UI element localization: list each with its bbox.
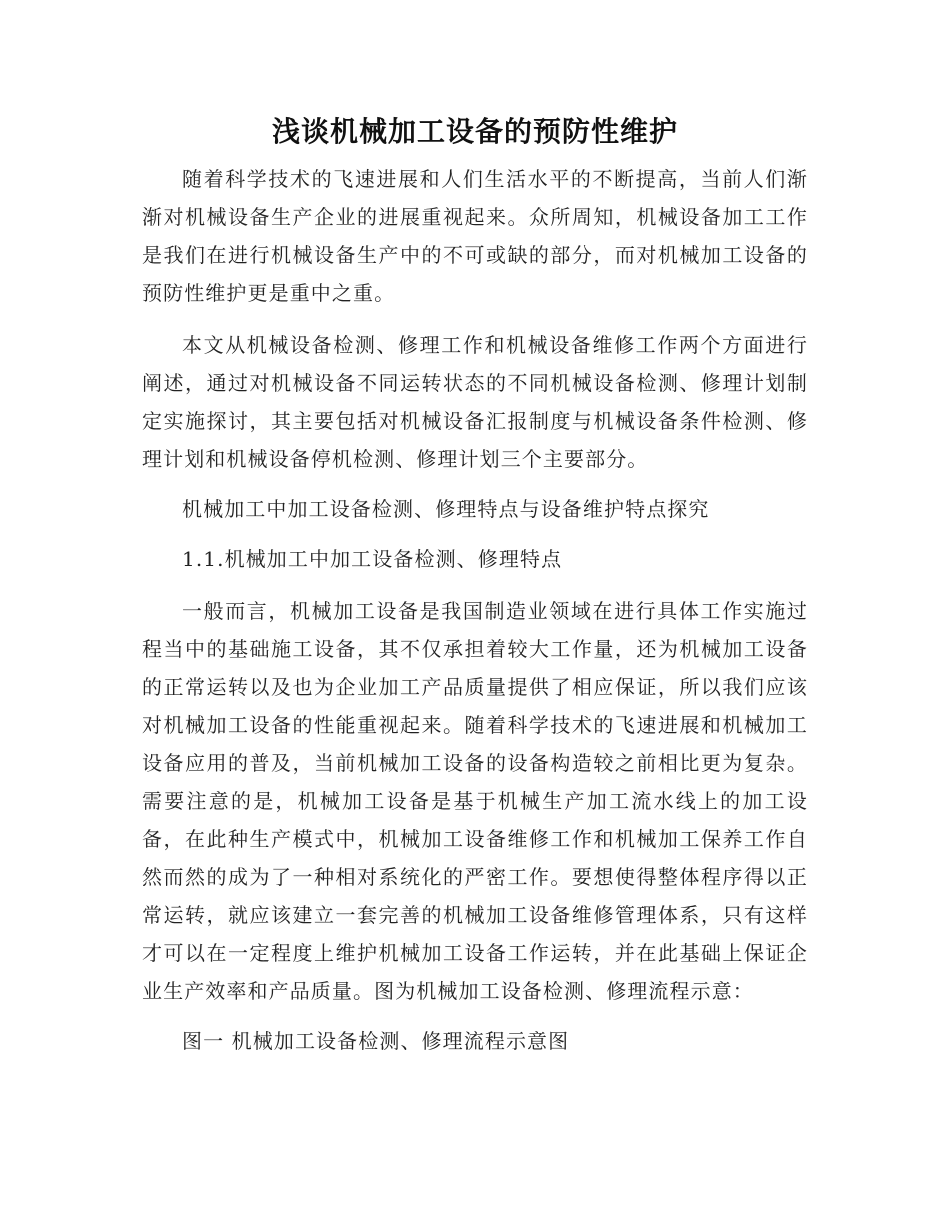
subsection-heading: 1.1.机械加工中加工设备检测、修理特点 [182,547,563,571]
document-title: 浅谈机械加工设备的预防性维护 [271,115,678,148]
paragraph-overview: 本文从机械设备检测、修理工作和机械设备维修工作两个方面进行阐述，通过对机械设备不同运转状态的不同机械设备检测、修理计划制定实施探讨，其主要包括对机械设备汇报制度与机械设备条件检测、修理计划和机械设备停机检测、修理计划三个主要部分。 [142,333,808,471]
section-heading: 机械加工中加工设备检测、修理特点与设备维护特点探究 [182,497,710,521]
paragraph-intro: 随着科学技术的飞速进展和人们生活水平的不断提高，当前人们渐渐对机械设备生产企业的进展重视起来。众所周知，机械设备加工工作是我们在进行机械设备生产中的不可或缺的部分，而对机械加工设备的预防性维护更是重中之重。 [142,167,808,305]
figure-caption: 图一 机械加工设备检测、修理流程示意图 [182,1029,570,1053]
document-page [142,112,808,1060]
paragraph-body: 一般而言，机械加工设备是我国制造业领域在进行具体工作实施过程当中的基础施工设备，其不仅承担着较大工作量，还为机械加工设备的正常运转以及也为企业加工产品质量提供了相应保证，所以我们应该对机械加工设备的性能重视起来。随着科学技术的飞速进展和机械加工设备应用的普及，当前机械加工设备的设备构造较之前相比更为复杂。需要注意的是，机械加工设备是基于机械生产加工流水线上的加工设备，在此种生产模式中，机械加工设备维修工作和机械加工保养工作自然而然的成为了一种相对系统化的严密工作。要想使得整体程序得以正常运转，就应该建立一套完善的机械加工设备维修管理体系，只有这样才可以在一定程度上维护机械加工设备工作运转，并在此基础上保证企业生产效率和产品质量。图为机械加工设备检测、修理流程示意： [142,599,808,1003]
